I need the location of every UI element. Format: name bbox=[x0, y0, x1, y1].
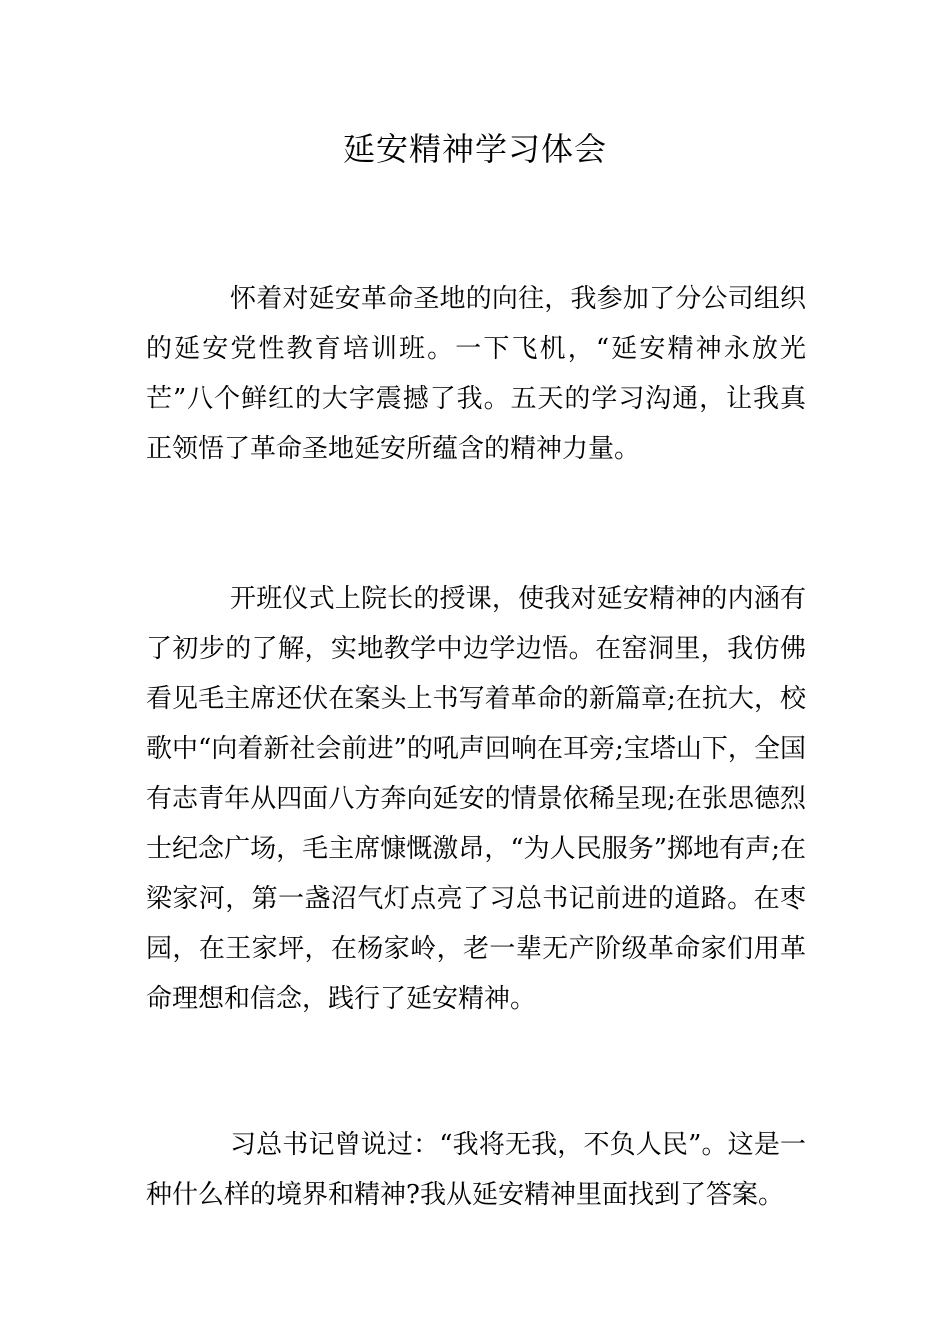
paragraph-reflection: 习总书记曾说过：“我将无我，不负人民”。这是一种什么样的境界和精神?我从延安精神里面找到了答案。 bbox=[146, 1130, 806, 1210]
paragraph-intro: 怀着对延安革命圣地的向往，我参加了分公司组织的延安党性教育培训班。一下飞机，“延安精神永放光芒”八个鲜红的大字震撼了我。五天的学习沟通，让我真正领悟了革命圣地延安所蕴含的精神力量。 bbox=[146, 284, 806, 464]
page-title: 延安精神学习体会 bbox=[342, 130, 607, 168]
paragraph-experience: 开班仪式上院长的授课，使我对延安精神的内涵有了初步的了解，实地教学中边学边悟。在窑洞里，我仿佛看见毛主席还伏在案头上书写着革命的新篇章;在抗大，校歌中“向着新社会前进”的吼声回响在耳旁;宝塔山下，全国有志青年从四面八方奔向延安的情景依稀呈现;在张思德烈士纪念广场，毛主席慷慨激昂，“为人民服务”掷地有声;在梁家河，第一盏沼气灯点亮了习总书记前进的道路。在枣园，在王家坪，在杨家岭，老一辈无产阶级革命家们用革命理想和信念，践行了延安精神。 bbox=[146, 584, 806, 1014]
